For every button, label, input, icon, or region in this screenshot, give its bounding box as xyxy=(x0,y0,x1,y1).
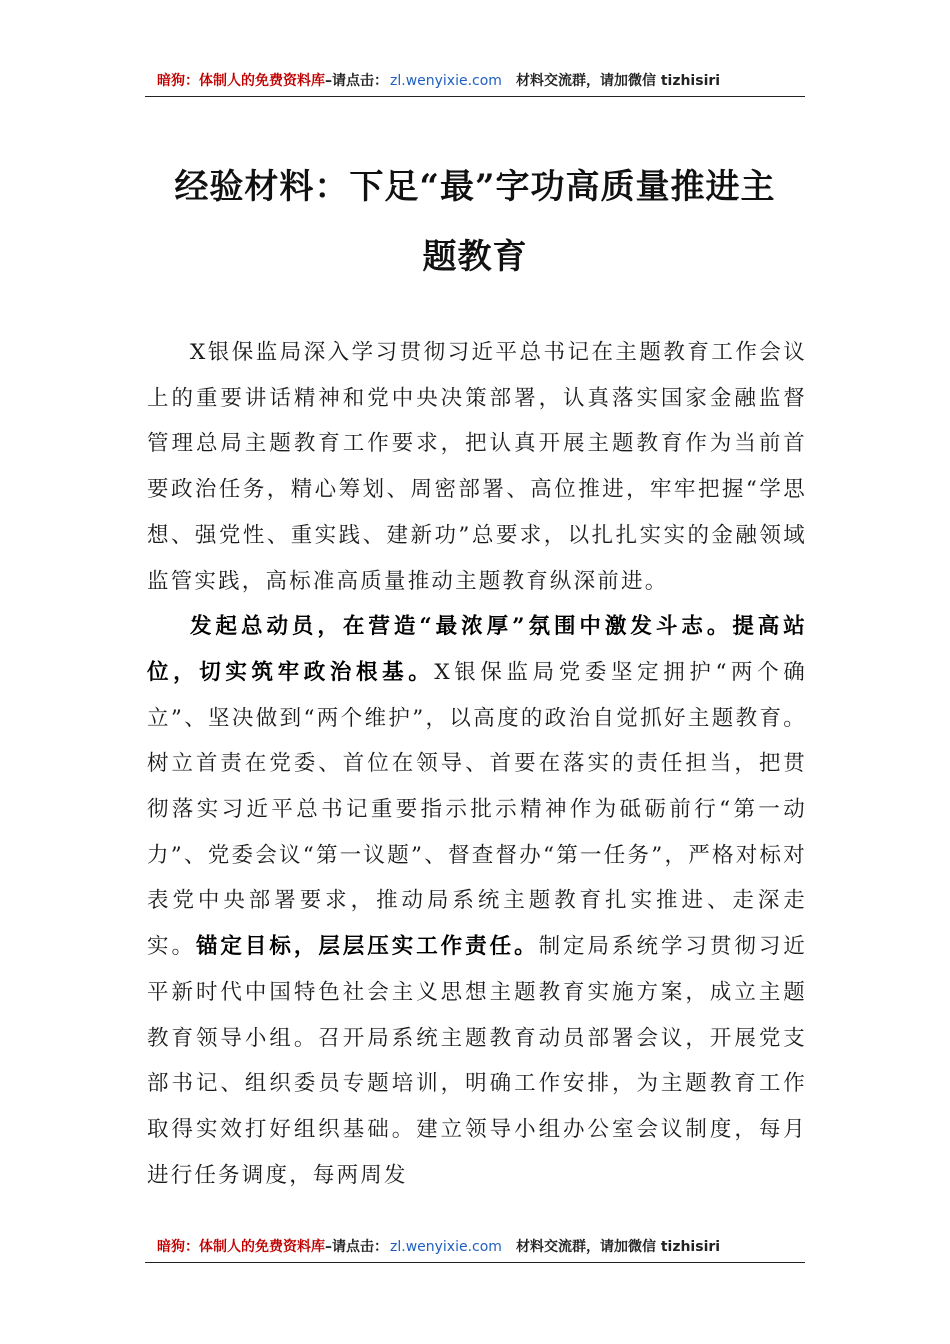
footer-banner xyxy=(145,1232,805,1263)
banner-group-info: 材料交流群，请加微信 tizhisiri xyxy=(515,1239,721,1255)
banner-click-label: –请点击： xyxy=(325,1239,388,1255)
section-heading: 发起总动员，在营造“最浓厚”氛围中激发斗志。 xyxy=(190,614,733,640)
title-line-1: 经验材料：下足“最”字功高质量推进主 xyxy=(174,167,776,207)
banner-group-info: 材料交流群，请加微信 tizhisiri xyxy=(515,73,721,89)
banner-url-link[interactable]: zl.wenyixie.com xyxy=(390,73,502,89)
header-banner xyxy=(145,66,805,97)
title-line-2: 题教育 xyxy=(422,237,528,277)
paragraph-text-goal: 制定局系统学习贯彻习近平新时代中国特色社会主义思想主题教育实施方案，成立主题教育领导小组。召开局系统主题教育动员部署会议，开展党支部书记、组织委员专题培训，明确工作安排，为主题教育工作取得实效打好组织基础。建立领导小组办公室会议制度，每月进行任务调度，每两周发 xyxy=(147,934,808,1188)
banner-click-label: –请点击： xyxy=(325,73,388,89)
banner-brand: 暗狗：体制人的免费资料库 xyxy=(157,1239,325,1255)
document-body xyxy=(147,330,807,1198)
paragraph-mobilization xyxy=(147,604,807,1198)
document-title xyxy=(140,152,810,292)
paragraph-intro: X银保监局深入学习贯彻习近平总书记在主题教育工作会议上的重要讲话精神和党中央决策部署，认真落实国家金融监督管理总局主题教育工作要求，把认真开展主题教育作为当前首要政治任务，精心筹划、周密部署、高位推进，牢牢把握“学思想、强党性、重实践、建新功”总要求，以扎扎实实的金融领域监管实践，高标准高质量推动主题教育纵深前进。 xyxy=(147,340,807,594)
subheading-standpoint: 提高站位，切实筑牢政治根基。 xyxy=(147,614,807,685)
banner-url-link[interactable]: zl.wenyixie.com xyxy=(390,1239,502,1255)
subheading-goal: 锚定目标，层层压实工作责任。 xyxy=(195,934,539,960)
banner-brand: 暗狗：体制人的免费资料库 xyxy=(157,73,325,89)
paragraph-text-standpoint: X银保监局党委坚定拥护“两个确立”、坚决做到“两个维护”，以高度的政治自觉抓好主题教育。树立首责在党委、首位在领导、首要在落实的责任担当，把贯彻落实习近平总书记重要指示批示精神作为砥砺前行“第一动力”、党委会议“第一议题”、督查督办“第一任务”，严格对标对表党中央部署要求，推动局系统主题教育扎实推进、走深走实。 xyxy=(147,659,807,960)
